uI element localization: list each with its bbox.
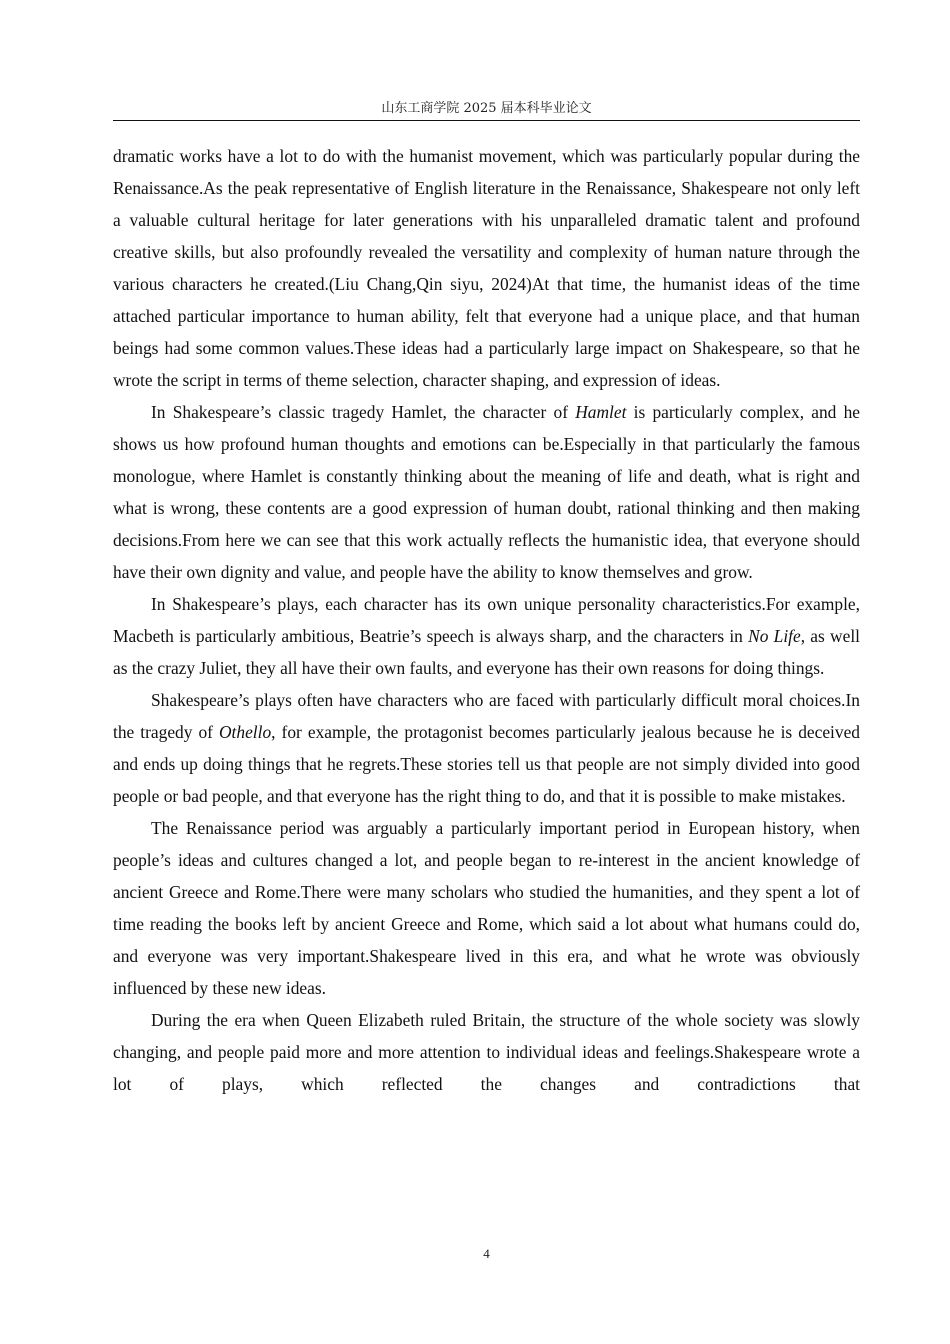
header-rule xyxy=(113,120,860,121)
text-run: dramatic works have a lot to do with the humanist movement, which was particularly popular during the Renaissance.As the peak representative of English literature in the Renaissance, Shakespeare not only left a valuable cultural heritage for later generations with his unparalleled dramatic talent and profound creative skills, but also profoundly revealed the versatility and complexity of human nature through the various characters he created.(Liu Chang,Qin siyu, 2024)At that time, the humanist ideas of the time attached particular importance to human ability, felt that everyone had a unique place, and that human beings had some common values.These ideas had a particularly large impact on Shakespeare, so that he wrote the script in terms of theme selection, character shaping, and expression of ideas. xyxy=(113,146,860,390)
paragraph xyxy=(113,812,860,1004)
text-run: , for example, the protagonist becomes particularly jealous because he is deceived and ends up doing things that he regrets.These stories tell us that people are not simply divided into good people or bad people, and that everyone has the right thing to do, and that it is possible to make mistakes. xyxy=(113,722,860,806)
paragraph xyxy=(113,140,860,396)
paragraph xyxy=(113,588,860,684)
text-run: , as well as the crazy Juliet, they all have their own faults, and everyone has their own reasons for doing things. xyxy=(113,626,860,678)
running-header: 山东工商学院 2025 届本科毕业论文 xyxy=(381,101,592,116)
paragraph xyxy=(113,396,860,588)
paragraph xyxy=(113,1004,860,1100)
body-text xyxy=(113,140,860,1100)
text-run: The Renaissance period was arguably a particularly important period in European history, when people’s ideas and cultures changed a lot, and people began to re-interest in the ancient knowledge of ancient Greece and Rome.There were many scholars who studied the humanities, and they spent a lot of time reading the books left by ancient Greece and Rome, which said a lot about what humans could do, and everyone was very important.Shakespeare lived in this era, and what he wrote was obviously influenced by these new ideas. xyxy=(113,818,860,998)
text-run: In Shakespeare’s plays, each character has its own unique personality characteristics.For example, Macbeth is particularly ambitious, Beatrie’s speech is always sharp, and the characters in xyxy=(113,594,860,646)
text-run: During the era when Queen Elizabeth ruled Britain, the structure of the whole society was slowly changing, and people paid more and more attention to individual ideas and feelings.Shakespeare wrote a lot of plays, which reflected the changes and contradictions that xyxy=(113,1010,860,1094)
text-run: is particularly complex, and he shows us how profound human thoughts and emotions can be.Especially in that particularly the famous monologue, where Hamlet is constantly thinking about the meaning of life and death, what is right and what is wrong, these contents are a good expression of human doubt, rational thinking and then making decisions.From here we can see that this work actually reflects the humanistic idea, that everyone should have their own dignity and value, and people have the ability to know themselves and grow. xyxy=(113,402,860,582)
text-run: In Shakespeare’s classic tragedy Hamlet, the character of xyxy=(151,402,576,422)
paragraph xyxy=(113,684,860,812)
text-run: Shakespeare’s plays often have characters who are faced with particularly difficult moral choices.In the tragedy of xyxy=(113,690,860,742)
italic-title: No Life xyxy=(748,626,801,646)
italic-title: Hamlet xyxy=(575,402,627,422)
italic-title: Othello xyxy=(218,722,272,742)
page-number: 4 xyxy=(483,1246,490,1261)
